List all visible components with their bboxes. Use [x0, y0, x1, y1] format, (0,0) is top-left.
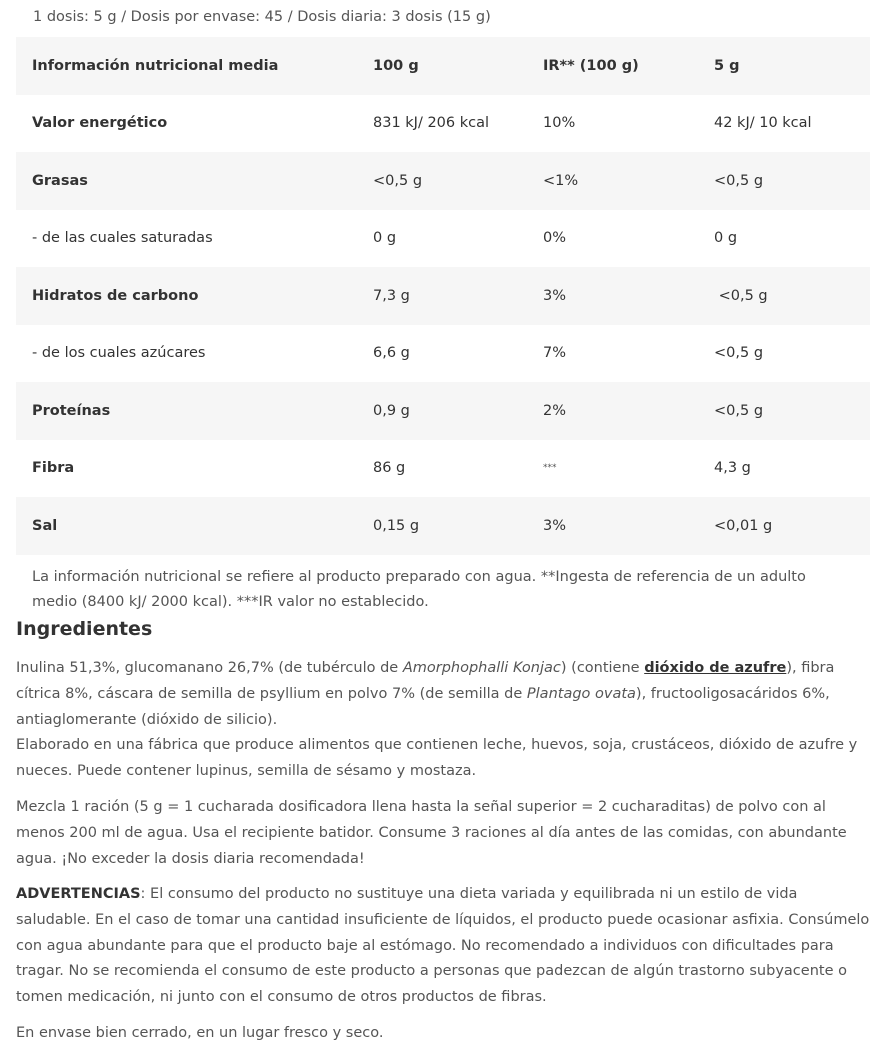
table-row	[16, 497, 870, 555]
row-value-5g: <0,5 g	[714, 382, 870, 440]
row-value-ir: 7%	[543, 345, 567, 362]
row-value-100g: <0,5 g	[373, 152, 543, 210]
nutrition-footnote: La información nutricional se refiere al producto preparado con agua. **Ingesta de referencia de un adulto medio (8400 kJ/ 2000 kcal). ***IR valor no establecido.	[32, 569, 806, 610]
header-cell-100g: 100 g	[373, 37, 543, 95]
row-value-100g: 831 kJ/ 206 kcal	[373, 115, 490, 132]
ingredients-part: ), fibra cítrica 8%, cáscara de semilla de psyllium en polvo 7% (de semilla de	[16, 660, 835, 702]
row-value-ir: <1%	[543, 152, 714, 210]
row-name: Hidratos de carbono	[16, 267, 373, 325]
row-value-5g: <0,5 g	[714, 152, 870, 210]
row-value-5g: 4,3 g	[714, 460, 751, 477]
row-name: Grasas	[16, 152, 373, 210]
konjac-italic: Amorphophalli Konjac	[402, 660, 561, 676]
allergen-sulfur-dioxide: dióxido de azufre	[644, 660, 787, 676]
table-row	[16, 382, 870, 440]
warnings-text: : El consumo del producto no sustituye una dieta variada y equilibrada ni un estilo de vida saludable. En el caso de tomar una cantidad insuficiente de líquidos, el producto puede ocasionar asfixia. Consúmelo con agua abundante para que el producto baje al estómago. No recomendado a individuos con dificultades para tragar. No se recomienda el consumo de este producto a personas que padezcan de algún trastorno subyacente o tomen medicación, ni junto con el consumo de otros productos de fibras.	[16, 886, 870, 1006]
row-value-ir: 3%	[543, 267, 714, 325]
row-value-100g: 0,9 g	[373, 382, 543, 440]
nutrition-table	[16, 37, 870, 555]
row-value-ir: 10%	[543, 115, 576, 132]
allergen-facility-note: Elaborado en una fábrica que produce alimentos que contienen leche, huevos, soja, crustáceos, dióxido de azufre y nueces. Puede contener lupinus, semilla de sésamo y mostaza.	[16, 737, 858, 780]
row-name: Fibra	[32, 460, 75, 477]
row-value-100g: 86 g	[373, 460, 406, 477]
ingredients-heading: Ingredientes	[16, 618, 153, 640]
table-row	[16, 95, 870, 153]
table-header-row	[16, 37, 870, 95]
ingredients-part: Inulina 51,3%, glucomanano 26,7% (de tubérculo de	[16, 660, 403, 676]
row-value-5g: 0 g	[714, 230, 738, 247]
row-value-5g: 42 kJ/ 10 kcal	[714, 115, 812, 132]
row-value-100g: 0,15 g	[373, 497, 543, 555]
row-value-ir: ***	[543, 463, 557, 474]
row-value-100g: 7,3 g	[373, 267, 543, 325]
table-row	[16, 440, 870, 498]
table-row	[16, 325, 870, 383]
table-row	[16, 210, 870, 268]
ingredients-part: ), fructooligosacáridos 6%, antiaglomerante (dióxido de silicio).	[16, 685, 830, 728]
row-name: Valor energético	[32, 115, 168, 132]
warnings	[16, 882, 874, 1011]
row-value-5g: <0,5 g	[714, 345, 764, 362]
usage-instructions: Mezcla 1 ración (5 g = 1 cucharada dosificadora llena hasta la señal superior = 2 cucharaditas) de polvo con al menos 200 ml de agua. Usa el recipiente batidor. Consume 3 raciones al día antes de las comidas, con abundante agua. ¡No exceder la dosis diaria recomendada!	[16, 799, 847, 867]
row-name: - de los cuales azúcares	[32, 345, 206, 362]
table-row	[16, 152, 870, 210]
row-value-ir: 0%	[543, 230, 567, 247]
row-value-ir: 3%	[543, 497, 714, 555]
plantago-italic: Plantago ovata	[526, 685, 636, 702]
warnings-label: ADVERTENCIAS	[16, 886, 141, 902]
row-name: Sal	[16, 497, 373, 555]
row-value-100g: 0 g	[373, 230, 397, 247]
storage-info: En envase bien cerrado, en un lugar fresco y seco.	[16, 1025, 384, 1041]
ingredients-part: ) (contiene	[560, 660, 645, 676]
header-cell-ir: IR** (100 g)	[543, 37, 714, 95]
header-cell-5g: 5 g	[714, 37, 870, 95]
row-value-5g: <0,01 g	[714, 497, 870, 555]
ingredients-text	[16, 656, 874, 785]
table-row	[16, 267, 870, 325]
row-value-ir: 2%	[543, 382, 714, 440]
row-name: Proteínas	[16, 382, 373, 440]
row-value-5g: <0,5 g	[714, 267, 870, 325]
row-name: - de las cuales saturadas	[32, 230, 213, 247]
header-cell-name: Información nutricional media	[16, 37, 373, 95]
dose-info: 1 dosis: 5 g / Dosis por envase: 45 / Dosis diaria: 3 dosis (15 g)	[33, 9, 491, 25]
row-value-100g: 6,6 g	[373, 345, 410, 362]
